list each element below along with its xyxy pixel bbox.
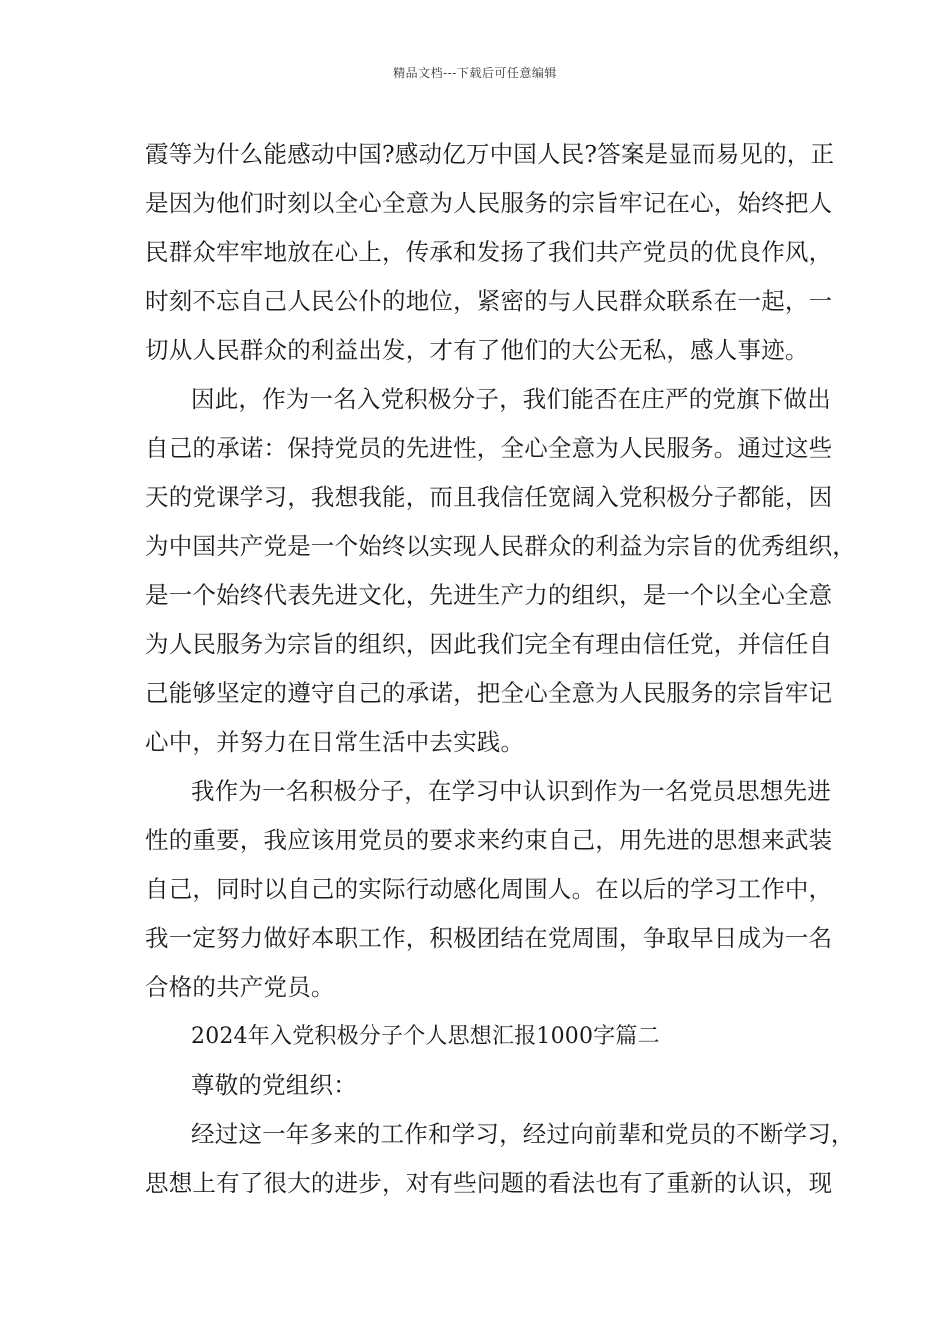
document-body	[145, 130, 856, 1208]
text-line: 天的党课学习，我想我能，而且我信任宽阔入党积极分子都能，因	[145, 483, 833, 511]
text-line: 时刻不忘自己人民公仆的地位，紧密的与人民群众联系在一起，一	[145, 287, 833, 315]
salutation: 尊敬的党组织：	[191, 1071, 357, 1099]
text-line: 性的重要，我应该用党员的要求来约束自己，用先进的思想来武装	[145, 826, 833, 854]
text-line: 为中国共产党是一个始终以实现人民群众的利益为宗旨的优秀组织，	[145, 532, 856, 560]
text-line: 民群众牢牢地放在心上，传承和发扬了我们共产党员的优良作风，	[145, 238, 833, 266]
text-line: 我一定努力做好本职工作，积极团结在党周围，争取早日成为一名	[145, 924, 833, 952]
text-line: 霞等为什么能感动中国?感动亿万中国人民?答案是显而易见的，正	[145, 140, 835, 168]
text-line: 自己，同时以自己的实际行动感化周围人。在以后的学习工作中，	[145, 875, 833, 903]
paragraph-start-line: 经过这一年多来的工作和学习，经过向前辈和党员的不断学习，	[191, 1120, 855, 1148]
page-header: 精品文档---下载后可任意编辑	[393, 66, 557, 80]
paragraph-start-line: 因此，作为一名入党积极分子，我们能否在庄严的党旗下做出	[191, 385, 831, 413]
text-line: 为人民服务为宗旨的组织，因此我们完全有理由信任党，并信任自	[145, 630, 833, 658]
text-line: 己能够坚定的遵守自己的承诺，把全心全意为人民服务的宗旨牢记	[145, 679, 833, 707]
text-line: 是因为他们时刻以全心全意为人民服务的宗旨牢记在心，始终把人	[145, 189, 833, 217]
section-title: 2024年入党积极分子个人思想汇报1000字篇二	[191, 1024, 660, 1049]
text-line: 自己的承诺：保持党员的先进性，全心全意为人民服务。通过这些	[145, 434, 833, 462]
text-line: 是一个始终代表先进文化，先进生产力的组织，是一个以全心全意	[145, 581, 833, 609]
text-line: 切从人民群众的利益出发，才有了他们的大公无私，感人事迹。	[145, 336, 809, 364]
paragraph-start-line: 我作为一名积极分子，在学习中认识到作为一名党员思想先进	[191, 777, 831, 805]
text-line: 合格的共产党员。	[145, 973, 335, 1001]
text-line: 心中，并努力在日常生活中去实践。	[145, 728, 525, 756]
text-line: 思想上有了很大的进步，对有些问题的看法也有了重新的认识，现	[145, 1169, 833, 1197]
